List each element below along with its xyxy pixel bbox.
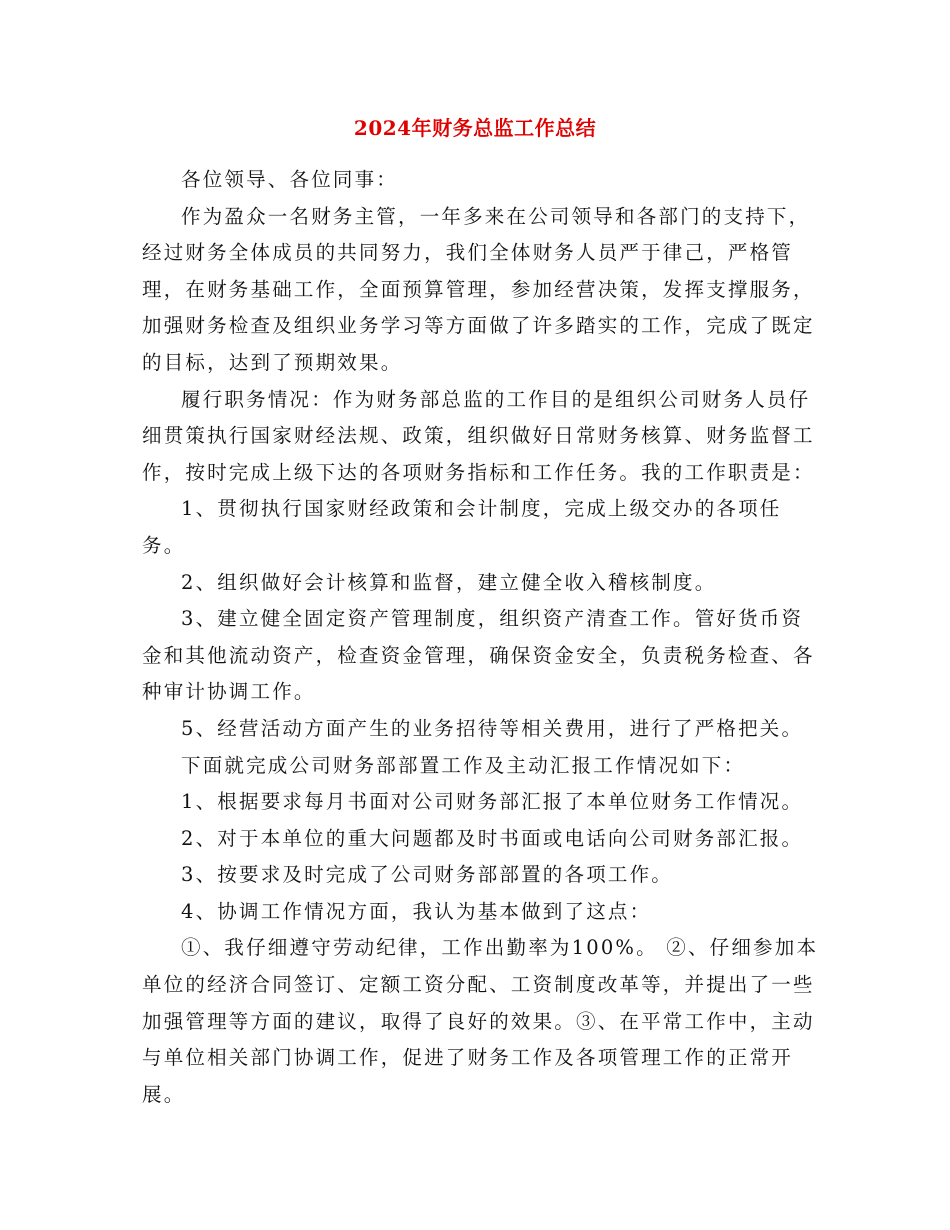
paragraph-coordination: ①、我仔细遵守劳动纪律，工作出勤率为100%。 ②、仔细参加本单位的经济合同签订、定额工资分配、工资制度改革等，并提出了一些加强管理等方面的建议，取得了良好的效果。③、在平常工作中，主动与单位相关部门协调工作，促进了财务工作及各项管理工作的正常开展。	[142, 936, 819, 1106]
paragraph-duties: 履行职务情况：作为财务部总监的工作目的是组织公司财务人员仔细贯策执行国家财经法规、政策，组织做好日常财务核算、财务监督工作，按时完成上级下达的各项财务指标和工作任务。我的工作职责是：	[142, 387, 815, 484]
paragraph-duty-2: 2、组织做好会计核算和监督，建立健全收入稽核制度。	[181, 570, 717, 594]
paragraph-duty-3: 3、建立健全固定资产管理制度，组织资产清查工作。管好货币资金和其他流动资产，检查资金管理，确保资金安全，负责税务检查、各种审计协调工作。	[142, 607, 815, 704]
paragraph-intro: 作为盈众一名财务主管，一年多来在公司领导和各部门的支持下，经过财务全体成员的共同努力，我们全体财务人员严于律己，严格管理，在财务基础工作，全面预算管理，参加经营决策，发挥支撑服务，加强财务检查及组织业务学习等方面做了许多踏实的工作，完成了既定的目标，达到了预期效果。	[142, 204, 815, 374]
paragraph-greeting: 各位领导、各位同事：	[181, 168, 399, 191]
paragraph-report-4: 4、协调工作情况方面，我认为基本做到了这点：	[181, 899, 652, 923]
document-body	[142, 162, 822, 1113]
paragraph-duty-1: 1、贯彻执行国家财经政策和会计制度，完成上级交办的各项任务。	[142, 497, 782, 557]
paragraph-report-2: 2、对于本单位的重大问题都及时书面或电话向公司财务部汇报。	[181, 826, 804, 850]
paragraph-report-1: 1、根据要求每月书面对公司财务部汇报了本单位财务工作情况。	[181, 790, 804, 814]
paragraph-report-3: 3、按要求及时完成了公司财务部部置的各项工作。	[181, 863, 674, 887]
document-title: 2024年财务总监工作总结	[353, 116, 597, 140]
paragraph-report-intro: 下面就完成公司财务部部置工作及主动汇报工作情况如下：	[181, 753, 746, 777]
paragraph-duty-5: 5、经营活动方面产生的业务招待等相关费用，进行了严格把关。	[181, 716, 804, 740]
